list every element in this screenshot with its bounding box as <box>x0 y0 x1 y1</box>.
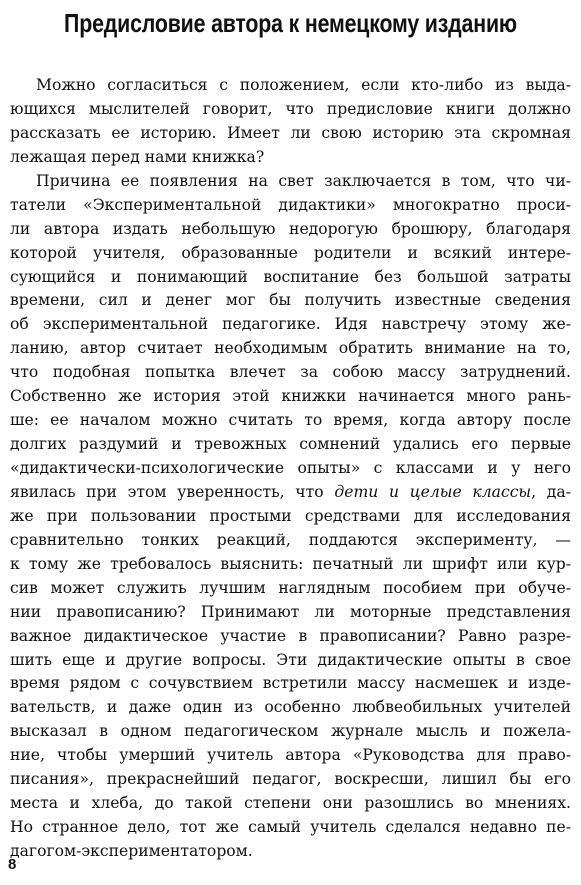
text-line: ющихся мыслителей говорит, что предисловие книги должно <box>10 99 571 118</box>
text-segment: явилась при этом уверенность, что <box>10 482 335 501</box>
text-line: что подобная попытка влечет за собою массу затруднений. <box>10 363 571 382</box>
text-line: ли автора издать небольшую недорогую брошюру, благодаря <box>10 219 571 238</box>
text-line: Но странное дело, тот же самый учитель сделался недавно пе- <box>10 818 571 837</box>
text-line: татели «Экспериментальной дидактики» многократно проси- <box>10 195 571 214</box>
text-line: сив может служить лучшим наглядным пособием при обуче- <box>10 578 571 597</box>
text-line: же при пользовании простыми средствами для исследования <box>10 506 571 525</box>
text-line: важное дидактическое участие в правописании? Равно разре- <box>10 626 571 645</box>
text-line: нии правописанию? Принимают ли моторные представления <box>10 602 571 621</box>
text-line: дагогом-экспериментатором. <box>10 842 253 860</box>
text-line: сующийся и понимающий воспитание без большой затраты <box>10 267 571 286</box>
text-line: лежащая перед нами книжка? <box>10 147 265 166</box>
text-line: которой учителя, образованные родители и всякий интере- <box>10 243 571 262</box>
text-line: ланию, автор считает необходимым обратить внимание на то, <box>10 339 571 358</box>
text-segment: , да- <box>531 482 571 501</box>
text-line: долгих раздумий и тревожных сомнений удались его первые <box>10 435 571 454</box>
text-line: места и хлеба, до такой степени они разошлись во мнениях. <box>10 794 571 813</box>
text-line: Собственно же история этой книжки начинается много рань- <box>10 387 571 406</box>
text-line: ше: ее началом можно считать то время, когда автору после <box>10 411 571 430</box>
emphasized-text: дети и целые классы <box>334 482 532 501</box>
text-line-with-emphasis <box>10 481 571 505</box>
page-title: Предисловие автора к немецкому изданию <box>64 8 517 38</box>
text-line: рассказать ее историю. Имеет ли свою историю эта скромная <box>10 123 571 142</box>
text-line: Причина ее появления на свет заключается в том, что чи- <box>36 171 571 190</box>
text-line: писания», прекраснейший педагог, воскресши, лишил бы его <box>10 770 571 789</box>
text-line: «дидактически-психологические опыты» с классами и у него <box>10 459 571 477</box>
text-line: об экспериментальной педагогике. Идя навстречу этому же- <box>10 315 571 334</box>
text-line: время рядом с сочувствием встретили массу насмешек и изде- <box>10 674 571 693</box>
text-line: к тому же требовалось выяснить: печатный ли шрифт или кур- <box>10 554 571 573</box>
text-line: шить еще и другие вопросы. Эти дидактические опыты в свое <box>10 650 571 669</box>
text-line: времени, сил и денег мог бы получить известные сведения <box>10 291 571 310</box>
text-line: вательств, и даже один из особенно любвеобильных учителей <box>10 698 571 717</box>
text-line: высказал в одном педагогическом журнале мысль и пожела- <box>10 722 571 741</box>
text-line: Можно согласиться с положением, если кто-либо из выда- <box>36 76 571 94</box>
text-line: ние, чтобы умерший учитель автора «Руководства для право- <box>10 746 571 765</box>
text-line: сравнительно тонких реакций, поддаются эксперименту, — <box>10 530 571 549</box>
body-text <box>10 74 571 864</box>
page-number: 8 <box>8 856 17 873</box>
